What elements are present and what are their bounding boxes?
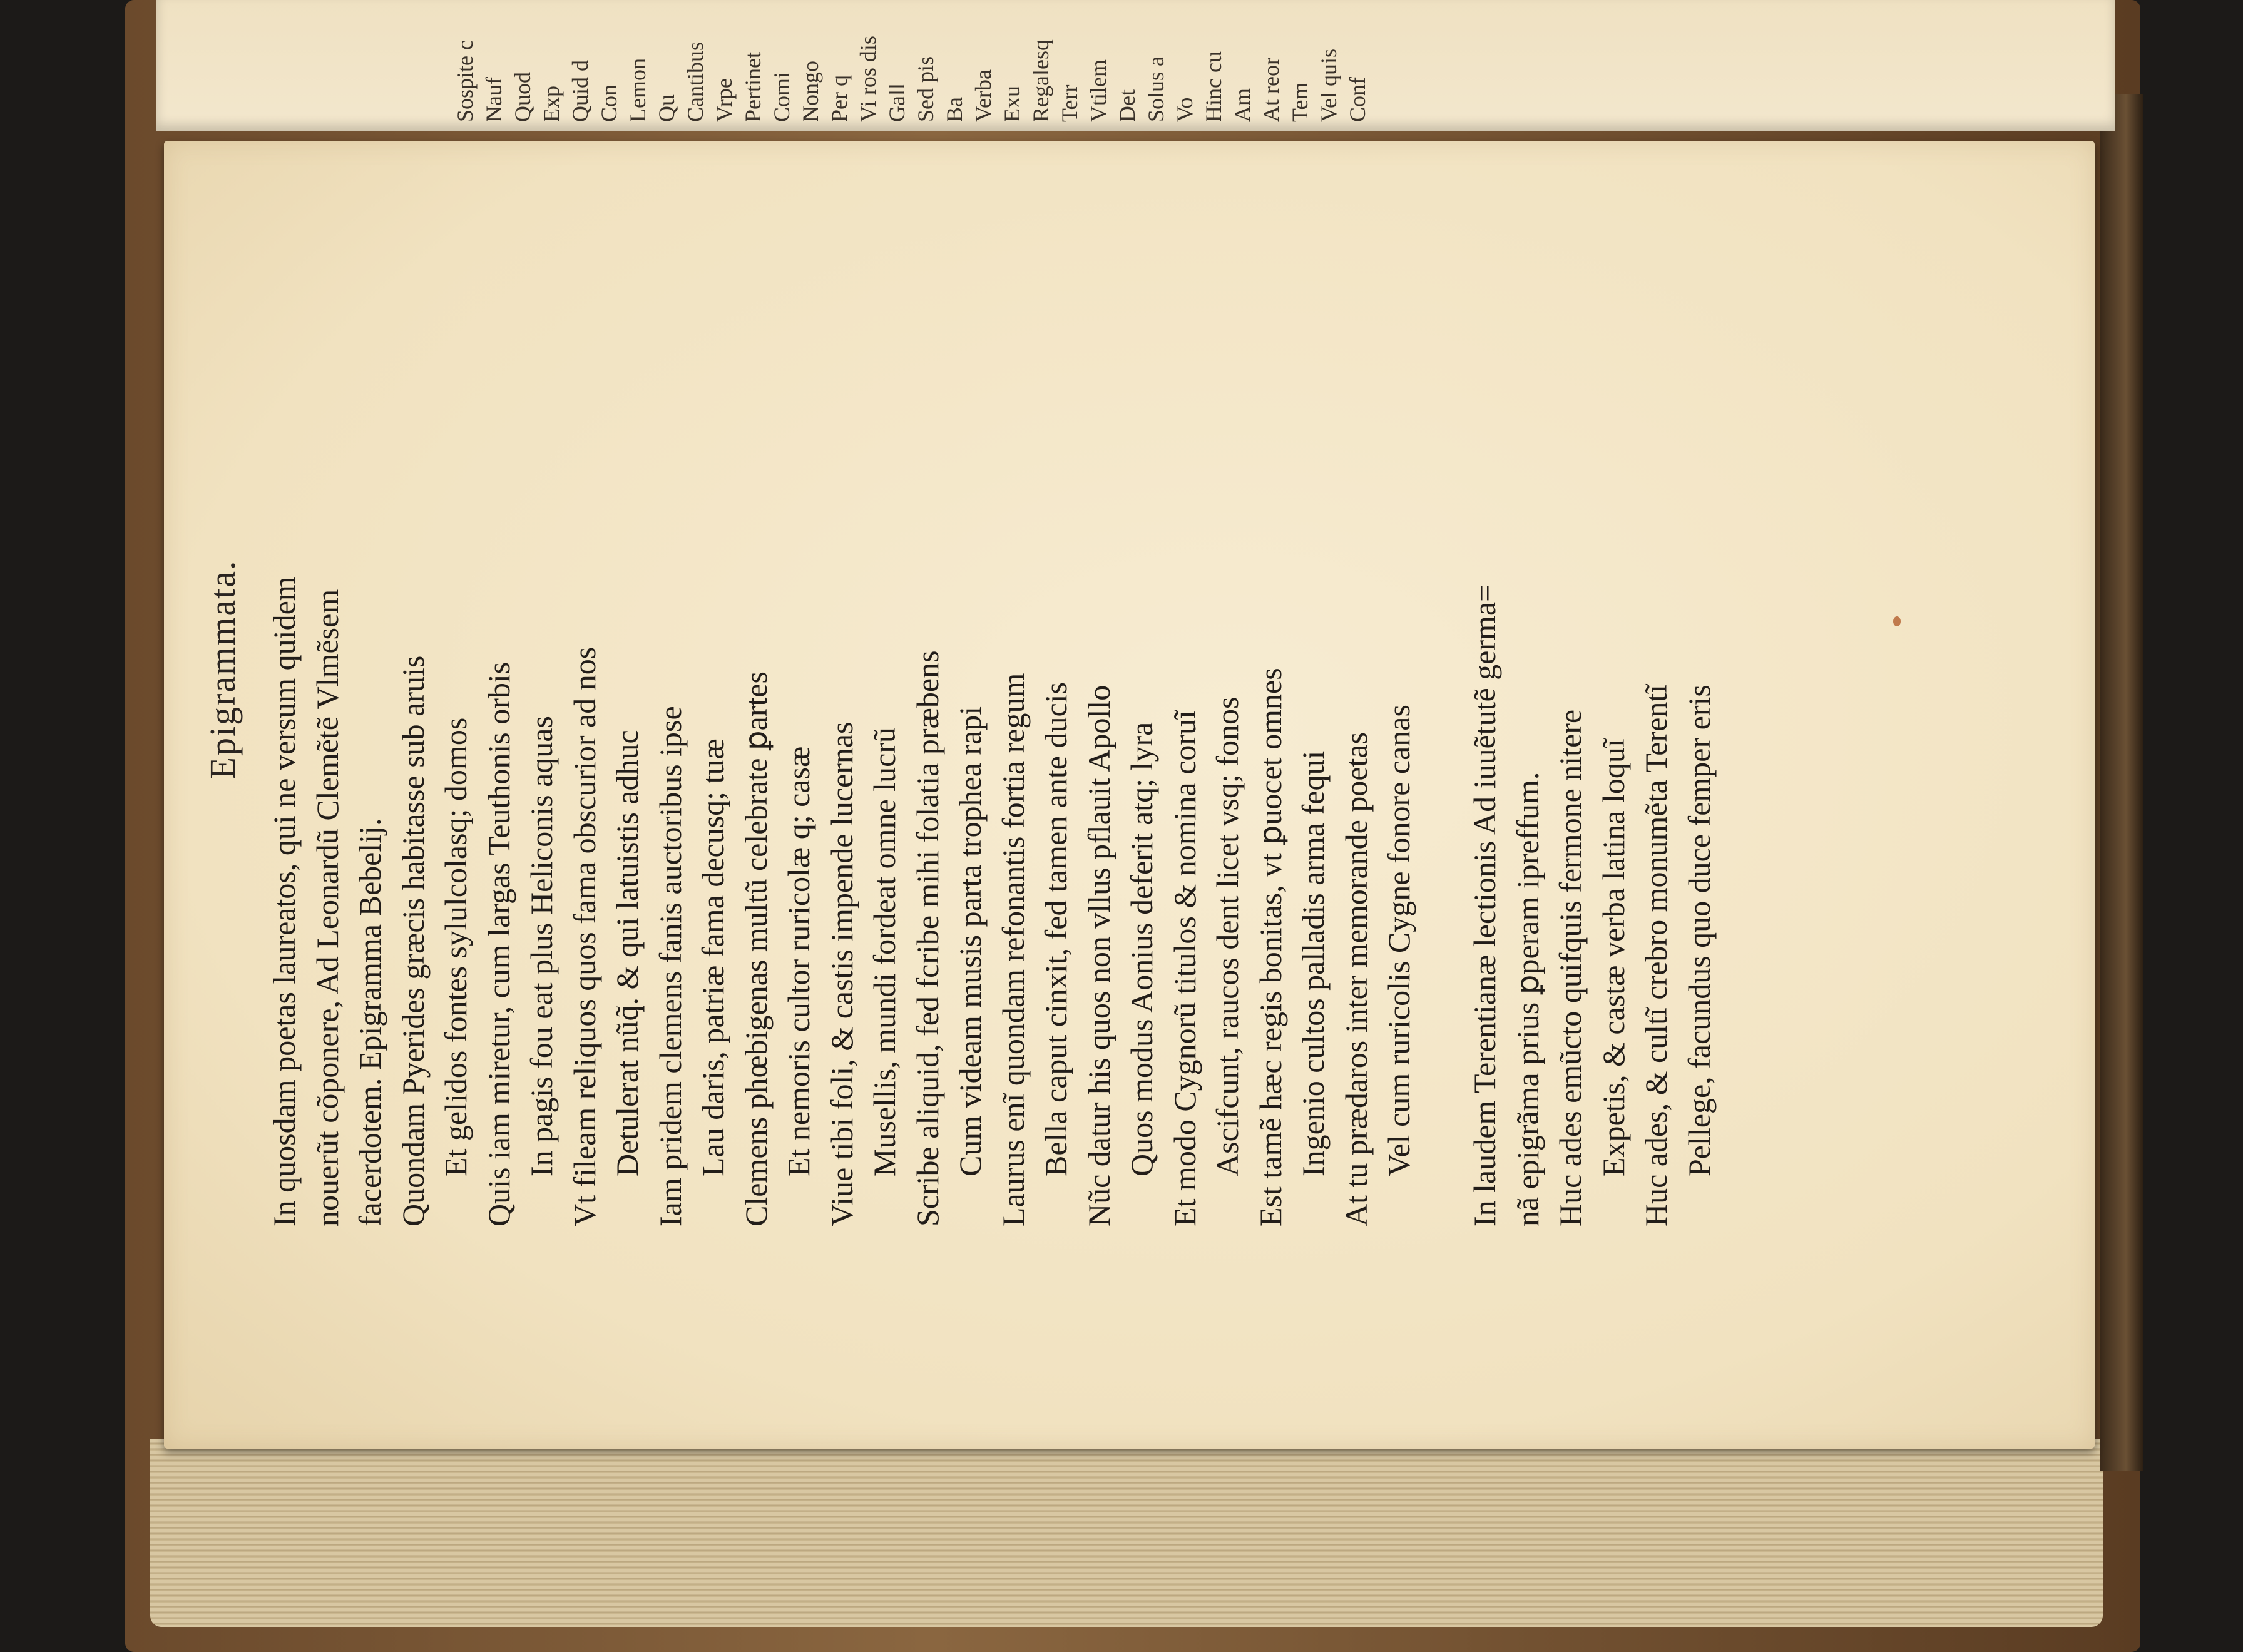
facing-page-line: Verba — [971, 69, 996, 122]
verse-line: Ascifcunt, raucos dent licet vsq; fonos — [1210, 696, 1245, 1176]
page-text-block — [200, 113, 1802, 1226]
verse-line: Expetis, & castæ verba latina loquĩ — [1595, 738, 1631, 1176]
facing-page-line: Vo — [1172, 97, 1197, 122]
facing-page-text — [451, 0, 2115, 122]
facing-page-line: Nongo — [798, 61, 823, 122]
facing-page-line: Sed pis — [913, 56, 938, 122]
ink-stain — [1893, 616, 1901, 626]
verse-line: Quondam Pyerides græcis habitasse sub aruis — [395, 655, 431, 1226]
facing-page-line: Am — [1230, 88, 1255, 122]
verse-line: Huc ades emũcto quifquis fermone nitere — [1553, 709, 1588, 1226]
verse-line: Iam pridem clemens fanis auctoribus ipse — [652, 706, 688, 1226]
verse-line: Detulerat nũq̃. & qui latuistis adhuc — [610, 730, 645, 1176]
verse-line: Ingenio cultos palladis arma fequi — [1295, 750, 1331, 1176]
verse-line: Nũc datur his quos non vllus pflauit Apollo — [1081, 685, 1116, 1226]
facing-page-line: Per q — [827, 75, 852, 122]
facing-page-line: Tem — [1287, 82, 1312, 122]
facing-page-line: Quod — [510, 72, 535, 122]
verse-line: Lau daris, patriæ fama decusq; tuæ — [695, 738, 730, 1176]
facing-page-line: Terr — [1057, 84, 1082, 122]
facing-page-line: Vrpe — [712, 78, 737, 122]
verse-line: Laurus enĩ quondam refonantis fortia regum — [995, 673, 1031, 1226]
stanza-gap — [1421, 113, 1464, 1226]
facing-page-line: Vi ros dis — [856, 36, 881, 122]
verse-line: facerdotem. Epigramma Bebelij. — [352, 818, 387, 1226]
verse-line: Bella caput cinxit, fed tamen ante ducis — [1038, 682, 1073, 1176]
verse-line: Musellis, mundi fordeat omne lucrũ — [867, 727, 902, 1176]
facing-page-line: Vtilem — [1086, 59, 1111, 122]
facing-page-line: Qu — [654, 94, 679, 122]
facing-page-line: Regalesq — [1028, 39, 1053, 122]
verse-line: At tu prædaros inter memorande poetas — [1338, 732, 1374, 1226]
facing-page-line: Pertinet — [740, 52, 765, 122]
verse-line: Vt fileam reliquos quos fama obscurior ad nos — [566, 646, 602, 1226]
verse-line: nouerũt cõponere, Ad Leonardũ Clemẽtẽ Vlmẽsem — [309, 589, 345, 1226]
verse-line: Et gelidos fontes sylulcolasq; domos — [438, 717, 473, 1176]
verse-line: Scribe aliquid, fed fcribe mihi folatia præbens — [909, 650, 945, 1226]
facing-page-strip — [156, 0, 2115, 131]
facing-page-line: Det — [1115, 89, 1140, 122]
verse-line: Et modo Cygnorũ titulos & nomina coruĩ — [1167, 710, 1202, 1226]
verse-line: Huc ades, & cultĩ crebro monumẽta Terentĩ — [1638, 684, 1673, 1226]
facing-page-line: Cantibus — [683, 41, 708, 122]
facing-page-line: Con — [596, 84, 621, 122]
facing-page-line: Exp — [539, 86, 564, 122]
facing-page-line: Hinc cu — [1201, 51, 1226, 122]
verse-line: In quosdam poetas laureatos, qui ne versum quidem — [267, 576, 302, 1226]
facing-page-line: Comi — [769, 71, 794, 122]
verse-line: In laudem Terentianæ lectionis Ad iuuẽtutẽ germa= — [1467, 584, 1502, 1226]
verse-line: Est tamẽ hæc regis bonitas, vt ꝑuocet omnes — [1252, 668, 1288, 1226]
facing-page-line: Ba — [942, 97, 967, 122]
verse-line: Pellege, facundus quo duce femper eris — [1681, 685, 1717, 1176]
verse-line: Viue tibi foli, & castis impende lucernas — [824, 721, 859, 1226]
facing-page-line: Exu — [999, 86, 1024, 122]
verse-line: nã epigrãma prius ꝑperam ipreffum. — [1510, 772, 1545, 1226]
verse-lines — [263, 113, 1720, 1226]
verse-line: In pagis fou eat plus Heliconis aquas — [524, 716, 559, 1176]
verse-line: Quos modus Aonius deferit atq; lyra — [1124, 721, 1159, 1176]
facing-page-line: Conf — [1345, 77, 1370, 122]
facing-page-line: Gall — [884, 83, 909, 122]
verse-line: Cum videam musis parta trophea rapi — [953, 706, 988, 1176]
facing-page-line: Lemon — [625, 58, 650, 122]
verse-line: Clemens phœbigenas multũ celebrate ꝑartes — [738, 671, 774, 1226]
book-gutter — [2100, 94, 2143, 1471]
facing-page-line: At reor — [1259, 58, 1284, 122]
page-heading: Epigrammata. — [202, 559, 243, 780]
facing-page-line: Sospite c — [452, 40, 478, 122]
page-edge-stack — [150, 1439, 2103, 1627]
facing-page-line: Solus a — [1143, 56, 1168, 122]
facing-page-line: Nauf — [481, 77, 506, 122]
verse-line: Vel cum ruricolis Cygne fonore canas — [1381, 705, 1416, 1176]
verse-line: Et nemoris cultor ruricolæ q; casæ — [781, 746, 816, 1176]
facing-page-line: Quid d — [568, 60, 593, 122]
verse-line: Quis iam miretur, cum largas Teuthonis orbis — [481, 661, 516, 1226]
facing-page-line: Vel quis — [1316, 49, 1341, 122]
